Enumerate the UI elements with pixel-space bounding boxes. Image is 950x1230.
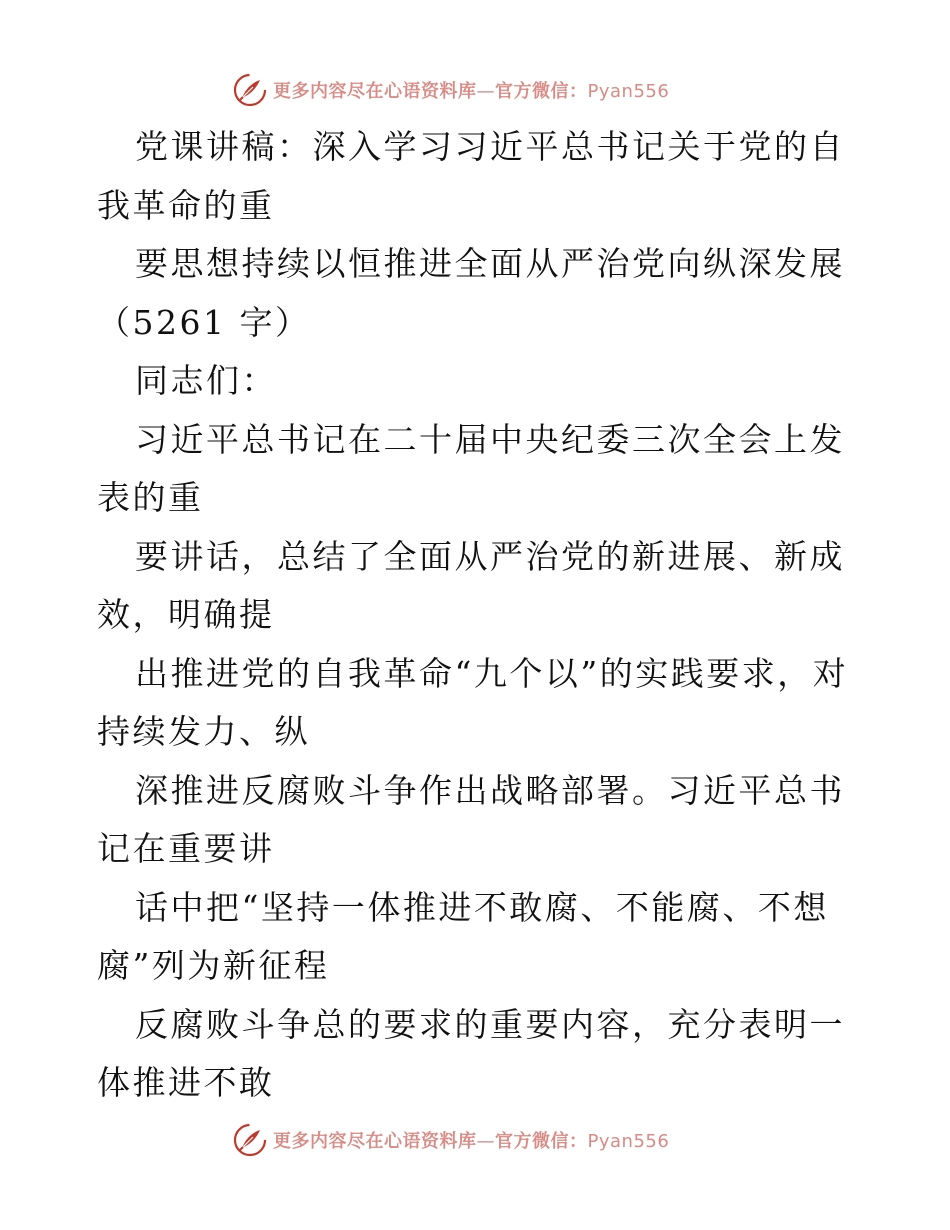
paragraph-first-line: 要讲话，总结了全面从严治党的新进展、新成	[135, 536, 845, 576]
paragraph-body	[97, 411, 857, 528]
paragraph-continuation: 推进不敢	[132, 1063, 275, 1102]
watermark-main-text: 更多内容尽在心语资料库	[273, 1131, 477, 1152]
paragraph-first-line: 同志们：	[135, 361, 277, 400]
watermark-main-text: 更多内容尽在心语资料库	[273, 81, 477, 102]
paragraph-subtitle	[97, 235, 857, 352]
footer-watermark	[233, 1122, 669, 1158]
watermark-handle: Pyan556	[587, 1131, 670, 1152]
paragraph-body	[97, 879, 857, 996]
paragraph-body	[97, 645, 857, 762]
paragraph-first-line: 反腐败斗争总的要求的重要内容，充分表明一体	[97, 1004, 845, 1102]
feather-pen-logo-icon	[233, 73, 267, 107]
paragraph-first-line: 要思想持续以恒推进全面从严治党向纵深发展	[135, 244, 845, 283]
paragraph-continuation: 的重	[132, 478, 204, 517]
feather-pen-logo-icon	[233, 1123, 267, 1157]
paragraph-continuation: 在重要讲	[132, 829, 275, 868]
watermark-dash: —	[476, 1131, 495, 1152]
paragraph-title	[97, 118, 857, 235]
watermark-text	[273, 1127, 669, 1153]
paragraph-first-line: 话中把“坚持一体推进不敢腐、不能腐、不想	[135, 887, 829, 927]
paragraph-first-line: 党课讲稿：深入学习习近平总书记关于党的自我	[97, 127, 845, 225]
paragraph-first-line: 习近平总书记在二十届中央纪委三次全会上发表	[97, 419, 845, 517]
paragraph-continuation: 革命的重	[132, 185, 275, 225]
watermark-label: 官方微信：	[495, 1131, 588, 1152]
watermark-handle: Pyan556	[587, 81, 670, 102]
document-body	[97, 118, 857, 1113]
paragraph-body	[97, 996, 857, 1113]
header-watermark	[233, 72, 669, 108]
paragraph-body	[97, 528, 857, 645]
paragraph-first-line: 深推进反腐败斗争作出战略部署。习近平总书记	[97, 770, 845, 868]
paragraph-salutation	[97, 352, 857, 411]
paragraph-continuation: 腐”列为新征程	[97, 946, 330, 985]
paragraph-body	[97, 762, 857, 879]
paragraph-continuation: （5261 字）	[97, 302, 311, 342]
watermark-dash: —	[476, 81, 495, 102]
paragraph-first-line: 出推进党的自我革命“九个以”的实践要求，对	[135, 653, 849, 693]
paragraph-continuation: 持续发力、纵	[97, 712, 310, 751]
watermark-label: 官方微信：	[495, 81, 588, 102]
watermark-text	[273, 77, 669, 103]
paragraph-continuation: 效，明确提	[97, 595, 275, 634]
